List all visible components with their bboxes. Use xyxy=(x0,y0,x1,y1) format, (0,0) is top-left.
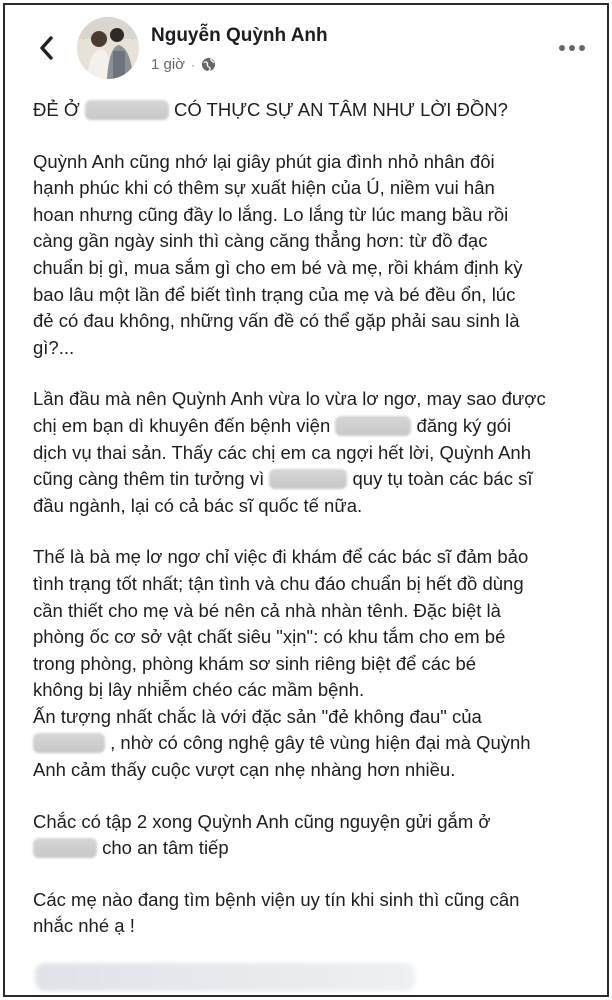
paragraph-3-line xyxy=(33,730,593,757)
post-meta xyxy=(151,56,216,73)
redacted-hashtags xyxy=(35,963,415,991)
more-options-icon xyxy=(558,44,586,52)
paragraph-3-line: trong phòng, phòng khám sơ sinh riêng biệt để các bé xyxy=(33,652,477,674)
paragraph-2-line xyxy=(33,466,593,493)
paragraph-1-line: hoan nhưng cũng đầy lo lắng. Lo lắng từ lúc mang bầu rồi xyxy=(33,203,509,225)
paragraph-3-line: phòng ốc cơ sở vật chất siêu "xịn": có khu tắm cho em bé xyxy=(33,626,506,648)
paragraph-2-text: đăng ký gói xyxy=(416,414,512,436)
paragraph-4-line xyxy=(33,835,593,862)
paragraph-3-line: Anh cảm thấy cuộc vượt cạn nhẹ nhàng hơn nhiều. xyxy=(33,759,456,781)
back-button[interactable] xyxy=(31,31,61,65)
post-body xyxy=(33,97,593,940)
redacted-hospital-name xyxy=(335,416,411,436)
paragraph-1-line: Quỳnh Anh cũng nhớ lại giây phút gia đình nhỏ nhân đôi xyxy=(33,150,495,172)
paragraph-2-line: đầu ngành, lại có cả bác sĩ quốc tế nữa. xyxy=(33,494,363,516)
post-header xyxy=(5,5,607,93)
paragraph-3-line: không bị lây nhiễm chéo các mầm bệnh. xyxy=(33,679,365,701)
paragraph-3-line: Ấn tượng nhất chắc là với đặc sản "đẻ không đau" của xyxy=(33,705,482,727)
paragraph-3-text: , nhờ có công nghệ gây tê vùng hiện đại mà Quỳnh xyxy=(110,732,531,754)
paragraph-2-text: quy tụ toàn các bác sĩ xyxy=(352,468,533,490)
paragraph-5-line: nhắc nhé ạ ! xyxy=(33,915,135,937)
post-title xyxy=(33,97,593,124)
paragraph-2-text: cũng càng thêm tin tưởng vì xyxy=(33,468,265,490)
paragraph-1-line: đẻ có đau không, những vấn đề có thể gặp phải sau sinh là xyxy=(33,310,520,332)
paragraph-1-line: bao lâu một lần để biết tình trạng của mẹ và bé đều ổn, lúc xyxy=(33,283,516,305)
paragraph-2-line xyxy=(33,413,593,440)
paragraph-5-line: Các mẹ nào đang tìm bệnh viện uy tín khi sinh thì cũng cân xyxy=(33,888,520,910)
globe-icon xyxy=(201,57,216,72)
redacted-hospital-name xyxy=(33,733,105,753)
paragraph-4-text: cho an tâm tiếp xyxy=(102,837,229,859)
paragraph-1-line: hạnh phúc khi có thêm sự xuất hiện của Ú, niềm vui hân xyxy=(33,177,495,199)
paragraph-3-line: cần thiết cho mẹ và bé nên cả nhà nhàn tênh. Đặc biệt là xyxy=(33,599,501,621)
title-text-start: ĐẺ Ở xyxy=(33,99,80,120)
redacted-hospital-name xyxy=(85,100,169,120)
title-text-end: CÓ THỰC SỰ AN TÂM NHƯ LỜI ĐỒN? xyxy=(173,99,508,120)
paragraph-2-text: chị em bạn dì khuyên đến bệnh viện xyxy=(33,414,331,436)
post-timestamp[interactable]: 1 giờ xyxy=(151,56,186,73)
paragraph-2-line: dịch vụ thai sản. Thấy các chị em ca ngợi hết lời, Quỳnh Anh xyxy=(33,441,531,463)
avatar[interactable] xyxy=(77,17,139,79)
paragraph-2-line: Lần đầu mà nên Quỳnh Anh vừa lo vừa lơ ngơ, may sao được xyxy=(33,388,546,410)
redacted-hospital-name xyxy=(269,469,347,489)
avatar-photo xyxy=(77,17,139,79)
paragraph-4-line: Chắc có tập 2 xong Quỳnh Anh cũng nguyện gửi gắm ở xyxy=(33,810,491,832)
separator-dot: · xyxy=(191,57,196,72)
post-frame xyxy=(3,3,609,997)
paragraph-3-line: Thế là bà mẹ lơ ngơ chỉ việc đi khám để các bác sĩ đảm bảo xyxy=(33,546,529,568)
paragraph-1-line: chuẩn bị gì, mua sắm gì cho em bé và mẹ, rồi khám định kỳ xyxy=(33,256,523,278)
paragraph-1-line: càng gần ngày sinh thì càng căng thẳng hơn: từ đồ đạc xyxy=(33,230,488,252)
back-arrow-icon xyxy=(38,35,54,61)
paragraph-3-line: tình trạng tốt nhất; tận tình và chu đáo chuẩn bị hết đồ dùng xyxy=(33,572,524,594)
author-name[interactable]: Nguyễn Quỳnh Anh xyxy=(151,25,328,46)
more-options-button[interactable] xyxy=(555,37,589,59)
redacted-hospital-name xyxy=(33,838,97,858)
paragraph-1-line: gì?... xyxy=(33,336,75,358)
